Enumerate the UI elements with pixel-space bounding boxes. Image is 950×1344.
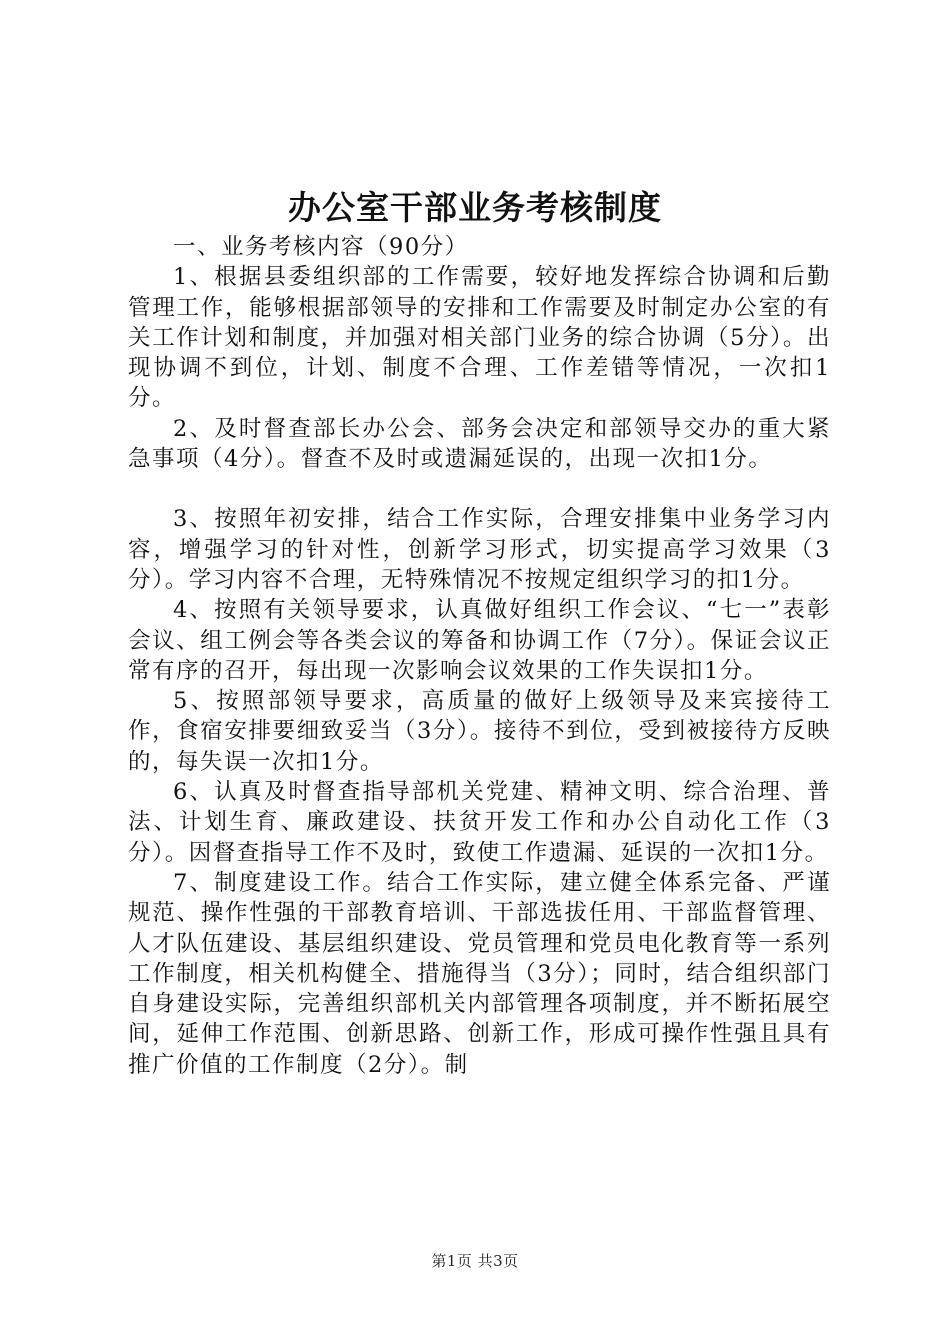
paragraph-item-4: 4、按照有关领导要求，认真做好组织工作会议、“七一”表彰会议、组工例会等各类会议的筹备和协调工作（7分）。保证会议正常有序的召开，每出现一次影响会议效果的工作失误扣1分。 [128,597,831,684]
paragraph-item-3: 3、按照年初安排，结合工作实际，合理安排集中业务学习内容，增强学习的针对性，创新学习形式，切实提高学习效果（3分）。学习内容不合理，无特殊情况不按规定组织学习的扣1分。 [128,506,831,593]
paragraph-item-1: 1、根据县委组织部的工作需要，较好地发挥综合协调和后勤管理工作，能够根据部领导的安排和工作需要及时制定办公室的有关工作计划和制度，并加强对相关部门业务的综合协调（5分）。出现协调不到位，计划、制度不合理、工作差错等情况，一次扣1分。 [128,264,831,412]
page-footer: 第1页 共3页 [431,1252,519,1270]
paragraph-item-2: 2、及时督查部长办公会、部务会决定和部领导交办的重大紧急事项（4分）。督查不及时或遗漏延误的，出现一次扣1分。 [128,415,831,473]
section-heading: 一、业务考核内容（90分） [173,234,469,260]
paragraph-item-5: 5、按照部领导要求，高质量的做好上级领导及来宾接待工作，食宿安排要细致妥当（3分）。接待不到位，受到被接待方反映的，每失误一次扣1分。 [128,688,831,775]
paragraph-item-6: 6、认真及时督查指导部机关党建、精神文明、综合治理、普法、计划生育、廉政建设、扶贫开发工作和办公自动化工作（3分）。因督查指导工作不及时，致使工作遗漏、延误的一次扣1分。 [128,779,831,866]
paragraph-item-7: 7、制度建设工作。结合工作实际，建立健全体系完备、严谨规范、操作性强的干部教育培训、干部选拔任用、干部监督管理、人才队伍建设、基层组织建设、党员管理和党员电化教育等一系列工作制度，相关机构健全、措施得当（3分）；同时，结合组织部门自身建设实际，完善组织部机关内部管理各项制度，并不断拓展空间，延伸工作范围、创新思路、创新工作，形成可操作性强且具有推广价值的工作制度（2分）。制 [128,869,831,1078]
document-title: 办公室干部业务考核制度 [288,188,662,227]
document-body [128,232,831,1080]
